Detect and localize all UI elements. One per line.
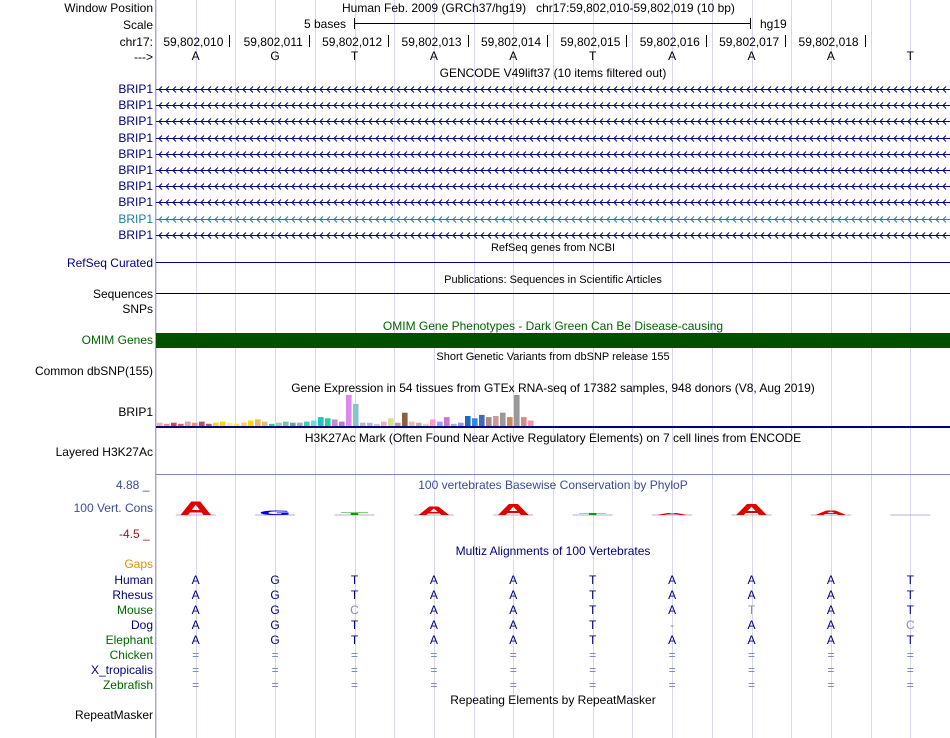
- multiz-base: =: [668, 678, 676, 692]
- multiz-base: =: [350, 648, 358, 662]
- multiz-base: =: [271, 678, 279, 692]
- scale-bar-right-tick: [750, 18, 751, 29]
- multiz-base: =: [350, 678, 358, 692]
- multiz-base: A: [191, 588, 200, 602]
- gtex-tissue-bar[interactable]: [157, 423, 163, 426]
- multiz-base: T: [906, 603, 914, 617]
- multiz-base: =: [192, 663, 200, 677]
- gtex-tissue-bar[interactable]: [430, 419, 436, 426]
- multiz-base: =: [668, 663, 676, 677]
- position-label: 59,802,013: [401, 35, 462, 49]
- strand-label: --->: [134, 50, 153, 64]
- refseq-track-line: [156, 262, 950, 263]
- multiz-base: =: [509, 678, 517, 692]
- dbsnp-track-title: Short Genetic Variants from dbSNP release 155: [436, 351, 670, 363]
- gencode-transcript-label[interactable]: BRIP1: [118, 98, 153, 112]
- base-letter: A: [429, 49, 438, 63]
- gtex-tissue-bar[interactable]: [206, 424, 212, 426]
- multiz-base: T: [906, 633, 914, 647]
- base-letter: T: [906, 49, 914, 63]
- position-label: 59,802,010: [163, 35, 224, 49]
- multiz-base: =: [589, 663, 597, 677]
- gencode-transcript[interactable]: [156, 217, 950, 223]
- gtex-tissue-bar[interactable]: [241, 423, 247, 426]
- multiz-base: T: [589, 633, 597, 647]
- multiz-base: A: [668, 633, 677, 647]
- multiz-base: =: [906, 663, 914, 677]
- window-position-value: Human Feb. 2009 (GRCh37/hg19) chr17:59,802,010-59,802,019 (10 bp): [342, 1, 735, 15]
- multiz-base: A: [429, 588, 438, 602]
- gtex-tissue-bar[interactable]: [465, 416, 471, 426]
- multiz-base: A: [429, 633, 438, 647]
- gencode-transcript-label[interactable]: BRIP1: [118, 228, 153, 242]
- multiz-base: =: [350, 663, 358, 677]
- omim-track-label[interactable]: OMIM Genes: [81, 333, 153, 347]
- multiz-base: =: [906, 648, 914, 662]
- gencode-transcript[interactable]: [156, 87, 950, 93]
- gtex-tissue-bar[interactable]: [402, 413, 408, 426]
- multiz-base: G: [270, 633, 280, 647]
- multiz-base: A: [191, 633, 200, 647]
- svg-text:T: T: [340, 511, 369, 516]
- svg-text:A: A: [736, 501, 767, 518]
- gencode-transcript[interactable]: [156, 119, 950, 125]
- multiz-base: =: [827, 648, 835, 662]
- gtex-tissue-bar[interactable]: [318, 417, 324, 426]
- gtex-tissue-bar[interactable]: [367, 423, 373, 426]
- gtex-tissue-bar[interactable]: [276, 423, 282, 426]
- gtex-tissue-bar[interactable]: [234, 424, 240, 426]
- svg-text:A: A: [497, 501, 529, 518]
- multiz-base: T: [350, 573, 359, 587]
- multiz-base: =: [589, 648, 597, 662]
- phylop-logo-letter[interactable]: [573, 513, 613, 516]
- multiz-base: G: [270, 573, 280, 587]
- multiz-base: =: [747, 648, 755, 662]
- base-letter: T: [350, 49, 359, 63]
- multiz-base: =: [192, 678, 200, 692]
- multiz-base: T: [906, 588, 914, 602]
- multiz-base: =: [430, 678, 438, 692]
- gtex-tissue-bar[interactable]: [311, 421, 317, 427]
- multiz-base: =: [271, 663, 279, 677]
- multiz-species-label[interactable]: Mouse: [116, 603, 153, 617]
- gtex-tissue-bar[interactable]: [325, 418, 331, 426]
- gtex-tissue-bar[interactable]: [395, 423, 401, 426]
- multiz-species-label[interactable]: X_tropicalis: [90, 663, 153, 677]
- svg-text:A: A: [815, 508, 847, 517]
- gtex-tissue-bar[interactable]: [339, 422, 345, 426]
- multiz-base: =: [271, 648, 279, 662]
- phylop-logo-letter[interactable]: [176, 498, 216, 518]
- gtex-tissue-bar[interactable]: [353, 404, 359, 426]
- multiz-base: =: [430, 648, 438, 662]
- position-label: 59,802,014: [480, 35, 541, 49]
- h3k27ac-track-label[interactable]: Layered H3K27Ac: [55, 445, 153, 459]
- multiz-base: T: [589, 603, 597, 617]
- multiz-base: C: [350, 603, 359, 617]
- gtex-baseline: [156, 426, 950, 428]
- phylop-logo-letter[interactable]: [732, 502, 772, 518]
- gtex-tissue-bar[interactable]: [381, 422, 387, 426]
- gtex-tissue-bar[interactable]: [528, 421, 534, 427]
- svg-text:T: T: [579, 512, 607, 516]
- publications-track-label[interactable]: Sequences: [92, 287, 153, 301]
- multiz-base: =: [747, 678, 755, 692]
- multiz-base: A: [747, 618, 756, 632]
- gencode-transcript-label[interactable]: BRIP1: [118, 114, 153, 128]
- repeatmasker-track-title: Repeating Elements by RepeatMasker: [450, 693, 656, 707]
- multiz-base: A: [826, 588, 835, 602]
- multiz-track-title: Multiz Alignments of 100 Vertebrates: [455, 544, 651, 558]
- multiz-base: T: [906, 573, 914, 587]
- multiz-gaps-label[interactable]: Gaps: [124, 557, 153, 571]
- gtex-tissue-bar[interactable]: [290, 423, 296, 426]
- multiz-species-label[interactable]: Chicken: [109, 648, 153, 662]
- base-letter: A: [191, 49, 200, 63]
- position-label: 59,802,015: [560, 35, 621, 49]
- gtex-tissue-bar[interactable]: [416, 423, 422, 426]
- multiz-base: G: [270, 588, 280, 602]
- multiz-base: =: [589, 678, 597, 692]
- gencode-transcript[interactable]: [156, 184, 950, 190]
- publications-track-line: [156, 293, 950, 294]
- gtex-tissue-bar[interactable]: [297, 423, 303, 426]
- scale-db: hg19: [760, 17, 787, 31]
- multiz-base: A: [509, 603, 518, 617]
- multiz-base: A: [429, 573, 438, 587]
- refseq-track-label[interactable]: RefSeq Curated: [66, 256, 153, 270]
- gtex-tissue-bar[interactable]: [507, 417, 513, 426]
- base-letter: A: [826, 49, 835, 63]
- gtex-tissue-bar[interactable]: [269, 424, 275, 426]
- phylop-logo-letter[interactable]: [652, 512, 692, 515]
- phylop-logo-letter[interactable]: [493, 502, 533, 518]
- svg-text:G: G: [258, 508, 292, 517]
- base-letter: T: [589, 49, 597, 63]
- multiz-base: =: [668, 648, 676, 662]
- multiz-base: G: [270, 603, 280, 617]
- multiz-species-label[interactable]: Rhesus: [112, 588, 153, 602]
- gtex-tissue-bar[interactable]: [199, 422, 205, 426]
- repeatmasker-track-label[interactable]: RepeatMasker: [74, 708, 153, 722]
- chrom-label: chr17:: [119, 35, 153, 49]
- multiz-base: =: [509, 663, 517, 677]
- gencode-transcript[interactable]: [156, 233, 950, 239]
- gtex-tissue-bar[interactable]: [178, 424, 184, 426]
- phylop-max-label: 4.88 _: [116, 478, 150, 492]
- position-label: 59,802,018: [798, 35, 859, 49]
- gtex-tissue-bar[interactable]: [423, 424, 429, 426]
- gtex-expression-bars[interactable]: [156, 394, 950, 430]
- gtex-tissue-bar[interactable]: [171, 423, 177, 426]
- gtex-tissue-bar[interactable]: [283, 422, 289, 426]
- gtex-track-title: Gene Expression in 54 tissues from GTEx RNA-seq of 17382 samples, 948 donors (V8, Aug 2019): [291, 381, 815, 395]
- multiz-base: A: [191, 603, 200, 617]
- gtex-tissue-bar[interactable]: [444, 417, 450, 426]
- gencode-transcripts[interactable]: [156, 82, 950, 242]
- position-label: 59,802,017: [719, 35, 780, 49]
- multiz-base: A: [509, 573, 518, 587]
- multiz-base: A: [668, 588, 677, 602]
- multiz-base: A: [509, 588, 518, 602]
- base-letter: A: [747, 49, 756, 63]
- gtex-tissue-bar[interactable]: [388, 418, 394, 426]
- multiz-base: -: [670, 618, 675, 632]
- multiz-base: A: [826, 573, 835, 587]
- phylop-logo-letter[interactable]: [811, 509, 851, 517]
- multiz-base: =: [906, 678, 914, 692]
- dbsnp-track-label[interactable]: Common dbSNP(155): [34, 364, 153, 378]
- multiz-base: T: [589, 588, 597, 602]
- gtex-tissue-bar[interactable]: [332, 419, 338, 426]
- scale-bar-left-tick: [354, 18, 355, 29]
- phylop-min-label: -4.5 _: [119, 527, 150, 541]
- multiz-base: =: [827, 663, 835, 677]
- position-label: 59,802,011: [243, 35, 303, 49]
- gtex-tissue-bar[interactable]: [521, 417, 527, 426]
- multiz-base: T: [350, 633, 359, 647]
- gtex-tissue-bar[interactable]: [255, 419, 261, 426]
- gtex-tissue-bar[interactable]: [185, 422, 191, 426]
- multiz-base: A: [747, 573, 756, 587]
- gencode-transcript-label[interactable]: BRIP1: [118, 147, 153, 161]
- gtex-tissue-bar[interactable]: [262, 422, 268, 426]
- multiz-base: T: [350, 588, 359, 602]
- base-letter: A: [509, 49, 518, 63]
- gencode-transcript[interactable]: [156, 200, 950, 206]
- gencode-transcript[interactable]: [156, 152, 950, 158]
- gencode-transcript-label[interactable]: BRIP1: [118, 179, 153, 193]
- gtex-tissue-bar[interactable]: [248, 421, 254, 427]
- gtex-tissue-bar[interactable]: [486, 417, 492, 426]
- svg-text:A: A: [180, 498, 212, 518]
- gencode-transcript[interactable]: [156, 103, 950, 109]
- snps-track-label[interactable]: SNPs: [122, 302, 153, 316]
- multiz-species-label[interactable]: Human: [114, 573, 153, 587]
- gtex-track-label[interactable]: BRIP1: [118, 405, 153, 419]
- multiz-base: =: [509, 648, 517, 662]
- scale-text: 5 bases: [304, 17, 347, 31]
- multiz-base: =: [430, 663, 438, 677]
- multiz-base: G: [270, 618, 280, 632]
- multiz-base: A: [509, 633, 518, 647]
- multiz-base: A: [826, 603, 835, 617]
- phylop-logo[interactable]: [156, 496, 950, 518]
- multiz-base: A: [747, 588, 756, 602]
- gtex-tissue-bar[interactable]: [220, 422, 226, 426]
- multiz-base: A: [429, 603, 438, 617]
- omim-feature-bar[interactable]: [156, 333, 950, 348]
- multiz-base: T: [747, 603, 756, 617]
- h3k27ac-baseline: [156, 474, 950, 475]
- multiz-base: T: [589, 618, 597, 632]
- phylop-logo-letter[interactable]: [335, 512, 375, 516]
- gtex-tissue-bar[interactable]: [164, 424, 170, 426]
- phylop-track-label[interactable]: 100 Vert. Cons: [73, 501, 153, 515]
- omim-track-title: OMIM Gene Phenotypes - Dark Green Can Be Disease-causing: [382, 319, 724, 333]
- publications-track-title: Publications: Sequences in Scientific Articles: [444, 274, 662, 286]
- multiz-base: A: [191, 573, 200, 587]
- multiz-base: T: [350, 618, 359, 632]
- svg-text:A: A: [656, 512, 688, 516]
- position-tick: [865, 35, 866, 47]
- svg-text:A: A: [418, 504, 450, 518]
- multiz-base: A: [668, 603, 677, 617]
- multiz-base: A: [191, 618, 200, 632]
- gencode-transcript-label[interactable]: BRIP1: [118, 212, 153, 226]
- gtex-tissue-bar[interactable]: [409, 422, 415, 426]
- multiz-base: A: [668, 573, 677, 587]
- gtex-tissue-bar[interactable]: [437, 422, 443, 426]
- position-label: 59,802,012: [322, 35, 383, 49]
- multiz-base: T: [589, 573, 597, 587]
- gtex-tissue-bar[interactable]: [472, 418, 478, 426]
- gtex-tissue-bar[interactable]: [213, 423, 219, 426]
- gtex-tissue-bar[interactable]: [192, 423, 198, 426]
- multiz-base: A: [747, 633, 756, 647]
- gtex-tissue-bar[interactable]: [227, 423, 233, 426]
- phylop-logo-letter[interactable]: [255, 509, 295, 517]
- multiz-species-label[interactable]: Elephant: [105, 633, 153, 647]
- gtex-tissue-bar[interactable]: [346, 395, 352, 426]
- gtex-tissue-bar[interactable]: [451, 424, 457, 426]
- gencode-transcript[interactable]: [156, 168, 950, 174]
- gencode-transcript-label[interactable]: BRIP1: [118, 195, 153, 209]
- gencode-transcript-label[interactable]: BRIP1: [118, 131, 153, 145]
- gtex-tissue-bar[interactable]: [458, 423, 464, 426]
- window-position-label: Window Position: [64, 1, 153, 15]
- gencode-track-title: GENCODE V49lift37 (10 items filtered out): [439, 66, 667, 80]
- gtex-tissue-bar[interactable]: [514, 395, 520, 426]
- gencode-transcript[interactable]: [156, 136, 950, 142]
- gtex-tissue-bar[interactable]: [500, 413, 506, 426]
- scale-bar: [354, 23, 751, 24]
- multiz-species-label[interactable]: Dog: [130, 618, 153, 632]
- base-letter: G: [270, 49, 280, 63]
- multiz-base: A: [509, 618, 518, 632]
- multiz-base: A: [826, 633, 835, 647]
- scale-label: Scale: [122, 18, 153, 32]
- refseq-track-title: RefSeq genes from NCBI: [490, 242, 616, 254]
- gencode-transcript-label[interactable]: BRIP1: [118, 82, 153, 96]
- phylop-logo-letter[interactable]: [414, 505, 454, 518]
- multiz-base: A: [429, 618, 438, 632]
- position-label: 59,802,016: [639, 35, 700, 49]
- gencode-transcript-label[interactable]: BRIP1: [118, 163, 153, 177]
- gtex-tissue-bar[interactable]: [479, 415, 485, 426]
- gtex-tissue-bar[interactable]: [360, 423, 366, 426]
- multiz-species-label[interactable]: Zebrafish: [102, 678, 153, 692]
- multiz-base: C: [905, 618, 915, 632]
- phylop-track-title: 100 vertebrates Basewise Conservation by PhyloP: [418, 478, 688, 492]
- multiz-base: =: [192, 648, 200, 662]
- h3k27ac-track-title: H3K27Ac Mark (Often Found Near Active Regulatory Elements) on 7 cell lines from ENCODE: [304, 431, 802, 445]
- base-letter: A: [668, 49, 677, 63]
- multiz-base: =: [827, 678, 835, 692]
- gtex-tissue-bar[interactable]: [304, 422, 310, 426]
- gtex-tissue-bar[interactable]: [374, 424, 380, 426]
- gtex-tissue-bar[interactable]: [493, 416, 499, 426]
- multiz-base: A: [826, 618, 835, 632]
- multiz-base: =: [747, 663, 755, 677]
